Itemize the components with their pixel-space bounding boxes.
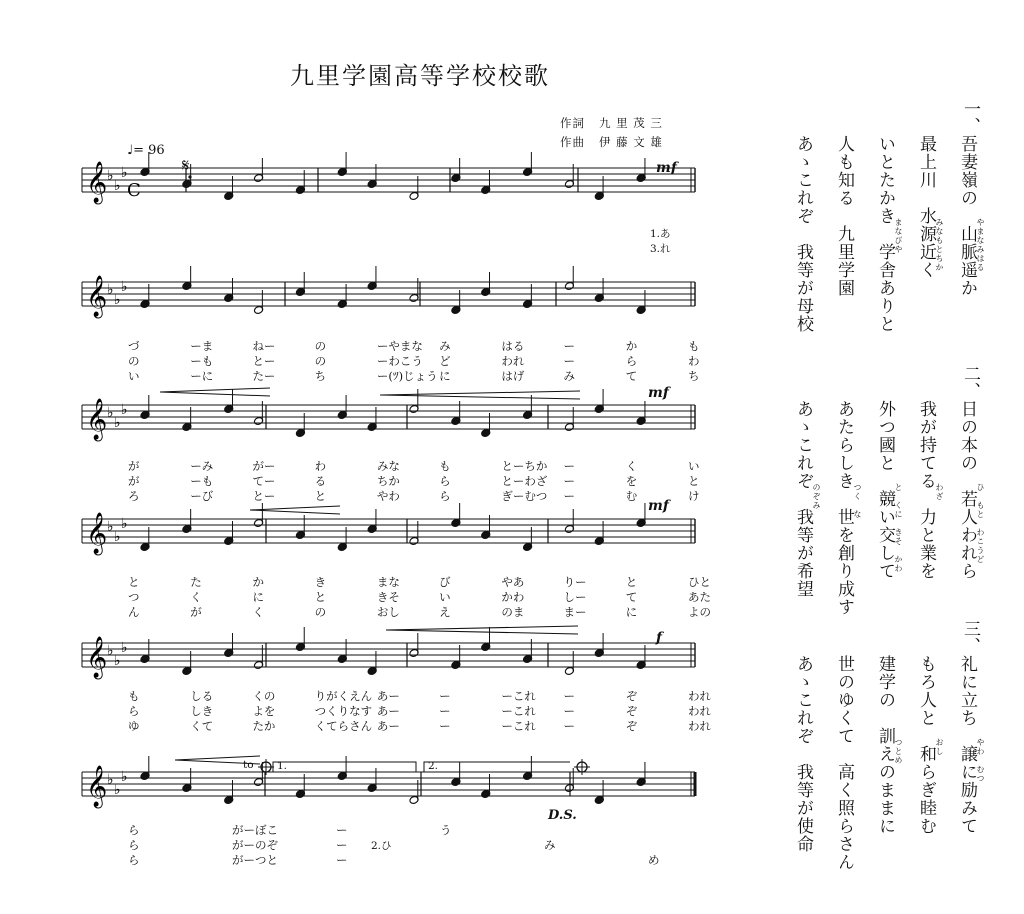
lyric-syllable: の	[314, 339, 327, 353]
lyric-syllable: ーみ	[190, 459, 214, 473]
lyric-syllable: あー	[376, 719, 400, 733]
lyric-syllable: に	[252, 590, 264, 604]
lyric-syllable: ー	[563, 489, 576, 503]
lyric-syllable: かわ	[501, 590, 525, 604]
lyric-syllable: の	[314, 354, 327, 368]
lyric-syllable: われ	[688, 704, 711, 718]
composer-name: 伊 藤 文 雄	[598, 135, 663, 149]
verse-line: あゝこれぞ 我等が母校	[793, 135, 813, 333]
lyric-syllable: て	[625, 369, 638, 383]
lyric-syllable: ーま	[190, 339, 214, 353]
lyric-syllable: ーも	[190, 474, 214, 488]
lyric-syllable: か	[625, 339, 638, 353]
hairpin	[380, 395, 580, 399]
lyric-syllable: ー(ﾂ)じょう	[376, 369, 438, 383]
verse-line: 建学の 訓えのままに	[875, 655, 895, 835]
lyric-syllable: がーぼこ	[232, 823, 278, 837]
flat-sign: ♭	[107, 519, 114, 535]
lyric-syllable: ぞ	[625, 704, 638, 718]
lyric-syllable: くの	[252, 689, 276, 703]
lyric-syllable: ー	[563, 339, 576, 353]
treble-clef: 𝄞	[86, 637, 108, 678]
lyric-syllable: つくりなす	[314, 704, 373, 718]
lyric-syllable: き	[314, 575, 327, 589]
verse-line: 最上川 水源近く	[916, 135, 936, 279]
lyric-syllable: て	[625, 590, 638, 604]
lyric-syllable: の	[314, 605, 327, 619]
lyric-syllable: ひと	[688, 575, 711, 589]
lyric-syllable: と	[314, 590, 327, 604]
lyric-syllable: がーつと	[232, 853, 278, 867]
lyric-syllable: はげ	[501, 369, 525, 383]
flat-sign: ♭	[107, 282, 114, 298]
repeat-dot	[188, 175, 191, 178]
flat-sign: ♭	[107, 168, 114, 184]
lyric-syllable: ねー	[252, 339, 276, 353]
verse-ruby: やわ むつ	[976, 738, 985, 783]
lyric-syllable: み	[544, 838, 556, 852]
lyric-syllable: ー	[563, 719, 576, 733]
verse-line: 吾妻嶺の 山脈遥か	[957, 135, 977, 297]
lyric-syllable: わ	[314, 459, 327, 473]
lyric-syllable: しる	[190, 689, 214, 703]
hairpin	[175, 756, 260, 760]
hairpin	[160, 388, 270, 392]
lyric-syllable: え	[439, 605, 451, 619]
lyric-syllable: く	[252, 605, 264, 619]
lyric-syllable: ー	[563, 704, 576, 718]
verse-number: 二、	[960, 365, 980, 399]
lyric-syllable: ら	[128, 823, 140, 837]
lyric-syllable: とー	[252, 489, 276, 503]
treble-clef: 𝄞	[86, 399, 108, 440]
lyric-syllable: ー	[439, 719, 451, 733]
lyric-syllable: ー	[439, 689, 451, 703]
lyric-syllable: と	[128, 575, 140, 589]
lyric-syllable: よを	[252, 704, 276, 718]
lyric-syllable: ーび	[190, 489, 214, 503]
dal-segno: D.S.	[548, 808, 577, 823]
lyric-syllable: く	[625, 459, 638, 473]
lyric-syllable: と	[625, 575, 638, 589]
verse3-pickup: 3.れ	[650, 243, 671, 255]
lyric-syllable: つ	[128, 590, 140, 604]
lyric-syllable: がーのぞ	[232, 838, 278, 852]
lyric-syllable: か	[252, 575, 264, 589]
composer-role: 作曲	[560, 135, 585, 149]
to-coda-label: to	[243, 759, 254, 771]
lyric-syllable: やあ	[501, 575, 525, 589]
lyric-syllable: が	[190, 605, 202, 619]
lyric-syllable: い	[688, 459, 700, 473]
flat-sign: ♭	[121, 165, 128, 181]
verse-ruby: つく な	[853, 483, 862, 519]
lyric-syllable: い	[128, 369, 140, 383]
lyric-syllable: がー	[252, 459, 276, 473]
lyric-syllable: わ	[688, 354, 700, 368]
lyric-syllable: も	[439, 459, 451, 473]
segno-mark: 𝄋	[182, 156, 190, 176]
verse-ruby: まなびや	[894, 218, 903, 254]
verse-ruby: のぞみ	[812, 483, 821, 510]
lyric-syllable: てー	[252, 474, 276, 488]
flat-sign: ♭	[114, 292, 121, 308]
lyric-syllable: とーわざ	[501, 474, 548, 488]
lyric-syllable: われ	[688, 689, 711, 703]
lyric-syllable: まな	[376, 575, 400, 589]
lyric-syllable: ら	[439, 489, 451, 503]
lyric-syllable: ら	[128, 853, 140, 867]
flat-sign: ♭	[121, 402, 128, 418]
verse-ruby: ひ もと わこうど	[976, 483, 985, 564]
lyric-syllable: ぞ	[625, 719, 638, 733]
verse-ruby: やまなみはる	[976, 218, 985, 272]
lyric-syllable: ろ	[128, 489, 140, 503]
verse-ruby: わざ	[935, 483, 944, 501]
flat-sign: ♭	[114, 653, 121, 669]
verse-ruby: みなもとちか	[935, 218, 944, 272]
lyric-syllable: ら	[128, 838, 140, 852]
lyric-syllable: ーに	[190, 369, 214, 383]
lyricist-name: 九 里 茂 三	[598, 116, 663, 130]
flat-sign: ♭	[114, 415, 121, 431]
lyric-syllable: ー	[563, 459, 576, 473]
lyric-syllable: に	[625, 605, 638, 619]
lyric-syllable: とー	[252, 354, 276, 368]
lyric-syllable: み	[439, 339, 451, 353]
verse-number: 三、	[960, 620, 980, 654]
lyric-syllable: る	[314, 474, 327, 488]
lyric-syllable: の	[128, 354, 140, 368]
lyric-syllable: ゆ	[128, 719, 140, 733]
verse-number: 一、	[960, 100, 980, 134]
verse-ruby: つとめ	[894, 738, 903, 765]
lyric-syllable: ぎーむつ	[501, 489, 548, 503]
lyric-syllable: くてらさん	[314, 719, 373, 733]
flat-sign: ♭	[114, 782, 121, 798]
flat-sign: ♭	[121, 516, 128, 532]
lyric-syllable: う	[440, 823, 452, 837]
treble-clef: 𝄞	[86, 513, 108, 554]
lyric-syllable: と	[314, 489, 327, 503]
lyric-syllable: ど	[439, 354, 451, 368]
lyric-syllable: と	[688, 474, 700, 488]
dynamic-mf-2: mf	[648, 385, 669, 401]
first-ending-bracket	[273, 762, 416, 772]
lyric-syllable: しき	[190, 704, 214, 718]
flat-sign: ♭	[121, 640, 128, 656]
lyric-syllable: まー	[563, 605, 587, 619]
hairpin	[250, 506, 340, 510]
dynamic-mf-3: mf	[648, 498, 669, 514]
lyric-syllable: ち	[688, 369, 700, 383]
dynamic-f: f	[656, 630, 663, 646]
lyric-syllable: ら	[128, 704, 140, 718]
second-ending-bracket	[424, 762, 570, 772]
hairpin	[386, 630, 578, 634]
lyric-syllable: しー	[563, 590, 587, 604]
lyric-syllable: ー	[439, 704, 451, 718]
verse-line: あゝこれぞ 我等が使命	[793, 655, 813, 853]
verse-line: 礼に立ち 譲に励みて	[957, 655, 977, 835]
lyric-syllable: ーこれ	[501, 719, 536, 733]
lyric-syllable: ー	[563, 689, 576, 703]
lyric-syllable: め	[648, 853, 660, 867]
flat-sign: ♭	[114, 529, 121, 545]
lyric-syllable: い	[439, 590, 451, 604]
lyric-syllable: ー	[336, 823, 348, 837]
verse-line: いとたかき 学舎ありと	[875, 135, 895, 333]
lyric-syllable: とーちか	[501, 459, 548, 473]
verse-line: 世のゆくて 高く照らさん	[834, 655, 854, 871]
lyric-syllable: ち	[314, 369, 327, 383]
lyric-syllable: ーやまな	[376, 339, 423, 353]
lyric-syllable: も	[128, 689, 140, 703]
verse-line: もろ人と 和らぎ睦む	[916, 655, 936, 835]
tempo-marking: ♩= 96	[127, 143, 165, 158]
flat-sign: ♭	[107, 405, 114, 421]
lyric-syllable: たー	[252, 369, 276, 383]
second-ending-label: 2.	[428, 760, 439, 772]
treble-clef: 𝄞	[86, 766, 108, 807]
lyric-syllable: に	[439, 369, 451, 383]
flat-sign: ♭	[114, 178, 121, 194]
hairpin	[250, 510, 340, 514]
lyric-syllable: はる	[501, 339, 525, 353]
lyric-syllable: あた	[688, 590, 711, 604]
lyric-syllable: ら	[439, 474, 451, 488]
lyric-syllable: りー	[563, 575, 587, 589]
lyric-syllable: ら	[625, 354, 638, 368]
lyric-syllable: ーこれ	[501, 689, 536, 703]
lyric-syllable: ーこれ	[501, 704, 536, 718]
lyric-syllable: ん	[128, 605, 140, 619]
lyric-syllable: む	[625, 489, 638, 503]
lyric-syllable: ーも	[190, 354, 214, 368]
lyric-syllable: きそ	[376, 590, 400, 604]
flat-sign: ♭	[107, 643, 114, 659]
lyric-syllable: が	[128, 474, 140, 488]
lyric-syllable: び	[439, 575, 451, 589]
hairpin	[175, 760, 260, 764]
lyric-syllable: ぞ	[625, 689, 638, 703]
lyric-syllable: け	[688, 489, 700, 503]
treble-clef: 𝄞	[86, 162, 108, 203]
verse-ruby: と くに きそ かわ	[894, 483, 903, 573]
lyric-syllable: あー	[376, 689, 400, 703]
verse-line: 人も知る 九里学園	[834, 135, 854, 297]
lyric-syllable: みな	[376, 459, 400, 473]
lyric-syllable: た	[190, 575, 202, 589]
lyric-syllable: おし	[376, 605, 400, 619]
song-title: 九里学園高等学校校歌	[290, 62, 550, 90]
lyric-syllable: を	[625, 474, 638, 488]
lyric-syllable: われ	[688, 719, 711, 733]
flat-sign: ♭	[121, 279, 128, 295]
lyric-syllable: も	[688, 339, 700, 353]
first-ending-label: 1.	[277, 760, 288, 772]
second-ending-lyric: 2.ひ	[371, 840, 392, 852]
lyric-syllable: くて	[190, 719, 214, 733]
treble-clef: 𝄞	[86, 276, 108, 317]
lyric-syllable: ー	[336, 853, 348, 867]
lyric-syllable: よの	[688, 605, 711, 619]
lyric-syllable: ー	[563, 474, 576, 488]
verse-line: 日の本の 若人われら	[957, 400, 977, 580]
verse-line: 外つ國と 競い交して	[875, 400, 895, 580]
lyric-syllable: のま	[501, 605, 525, 619]
lyric-syllable: たか	[252, 719, 276, 733]
lyric-syllable: ー	[336, 838, 348, 852]
verse-line: あたらしき 世を創り成す	[834, 400, 854, 616]
hairpin	[386, 626, 578, 630]
lyric-syllable: み	[563, 369, 576, 383]
lyric-syllable: が	[128, 459, 140, 473]
verse1-pickup: 1.あ	[650, 228, 671, 240]
hairpin	[380, 391, 580, 395]
verse-line: 我が持てる 力と業を	[916, 400, 936, 580]
verse-ruby: おし	[935, 738, 944, 756]
flat-sign: ♭	[121, 769, 128, 785]
lyric-syllable: ー	[563, 354, 576, 368]
lyric-syllable: われ	[501, 354, 525, 368]
dynamic-mf-1: mf	[656, 160, 677, 176]
time-signature-c: C	[127, 180, 141, 201]
lyric-syllable: やわ	[376, 489, 400, 503]
hairpin	[160, 392, 270, 396]
lyricist-role: 作詞	[560, 116, 585, 130]
lyric-syllable: ちか	[376, 474, 400, 488]
verse-line: あゝこれぞ 我等が希望	[793, 400, 813, 598]
flat-sign: ♭	[107, 772, 114, 788]
lyric-syllable: ーわこう	[376, 354, 423, 368]
lyric-syllable: りがくえん	[314, 689, 373, 703]
lyric-syllable: あー	[376, 704, 400, 718]
lyric-syllable: づ	[128, 339, 140, 353]
repeat-dot	[188, 181, 191, 184]
lyric-syllable: く	[190, 590, 202, 604]
